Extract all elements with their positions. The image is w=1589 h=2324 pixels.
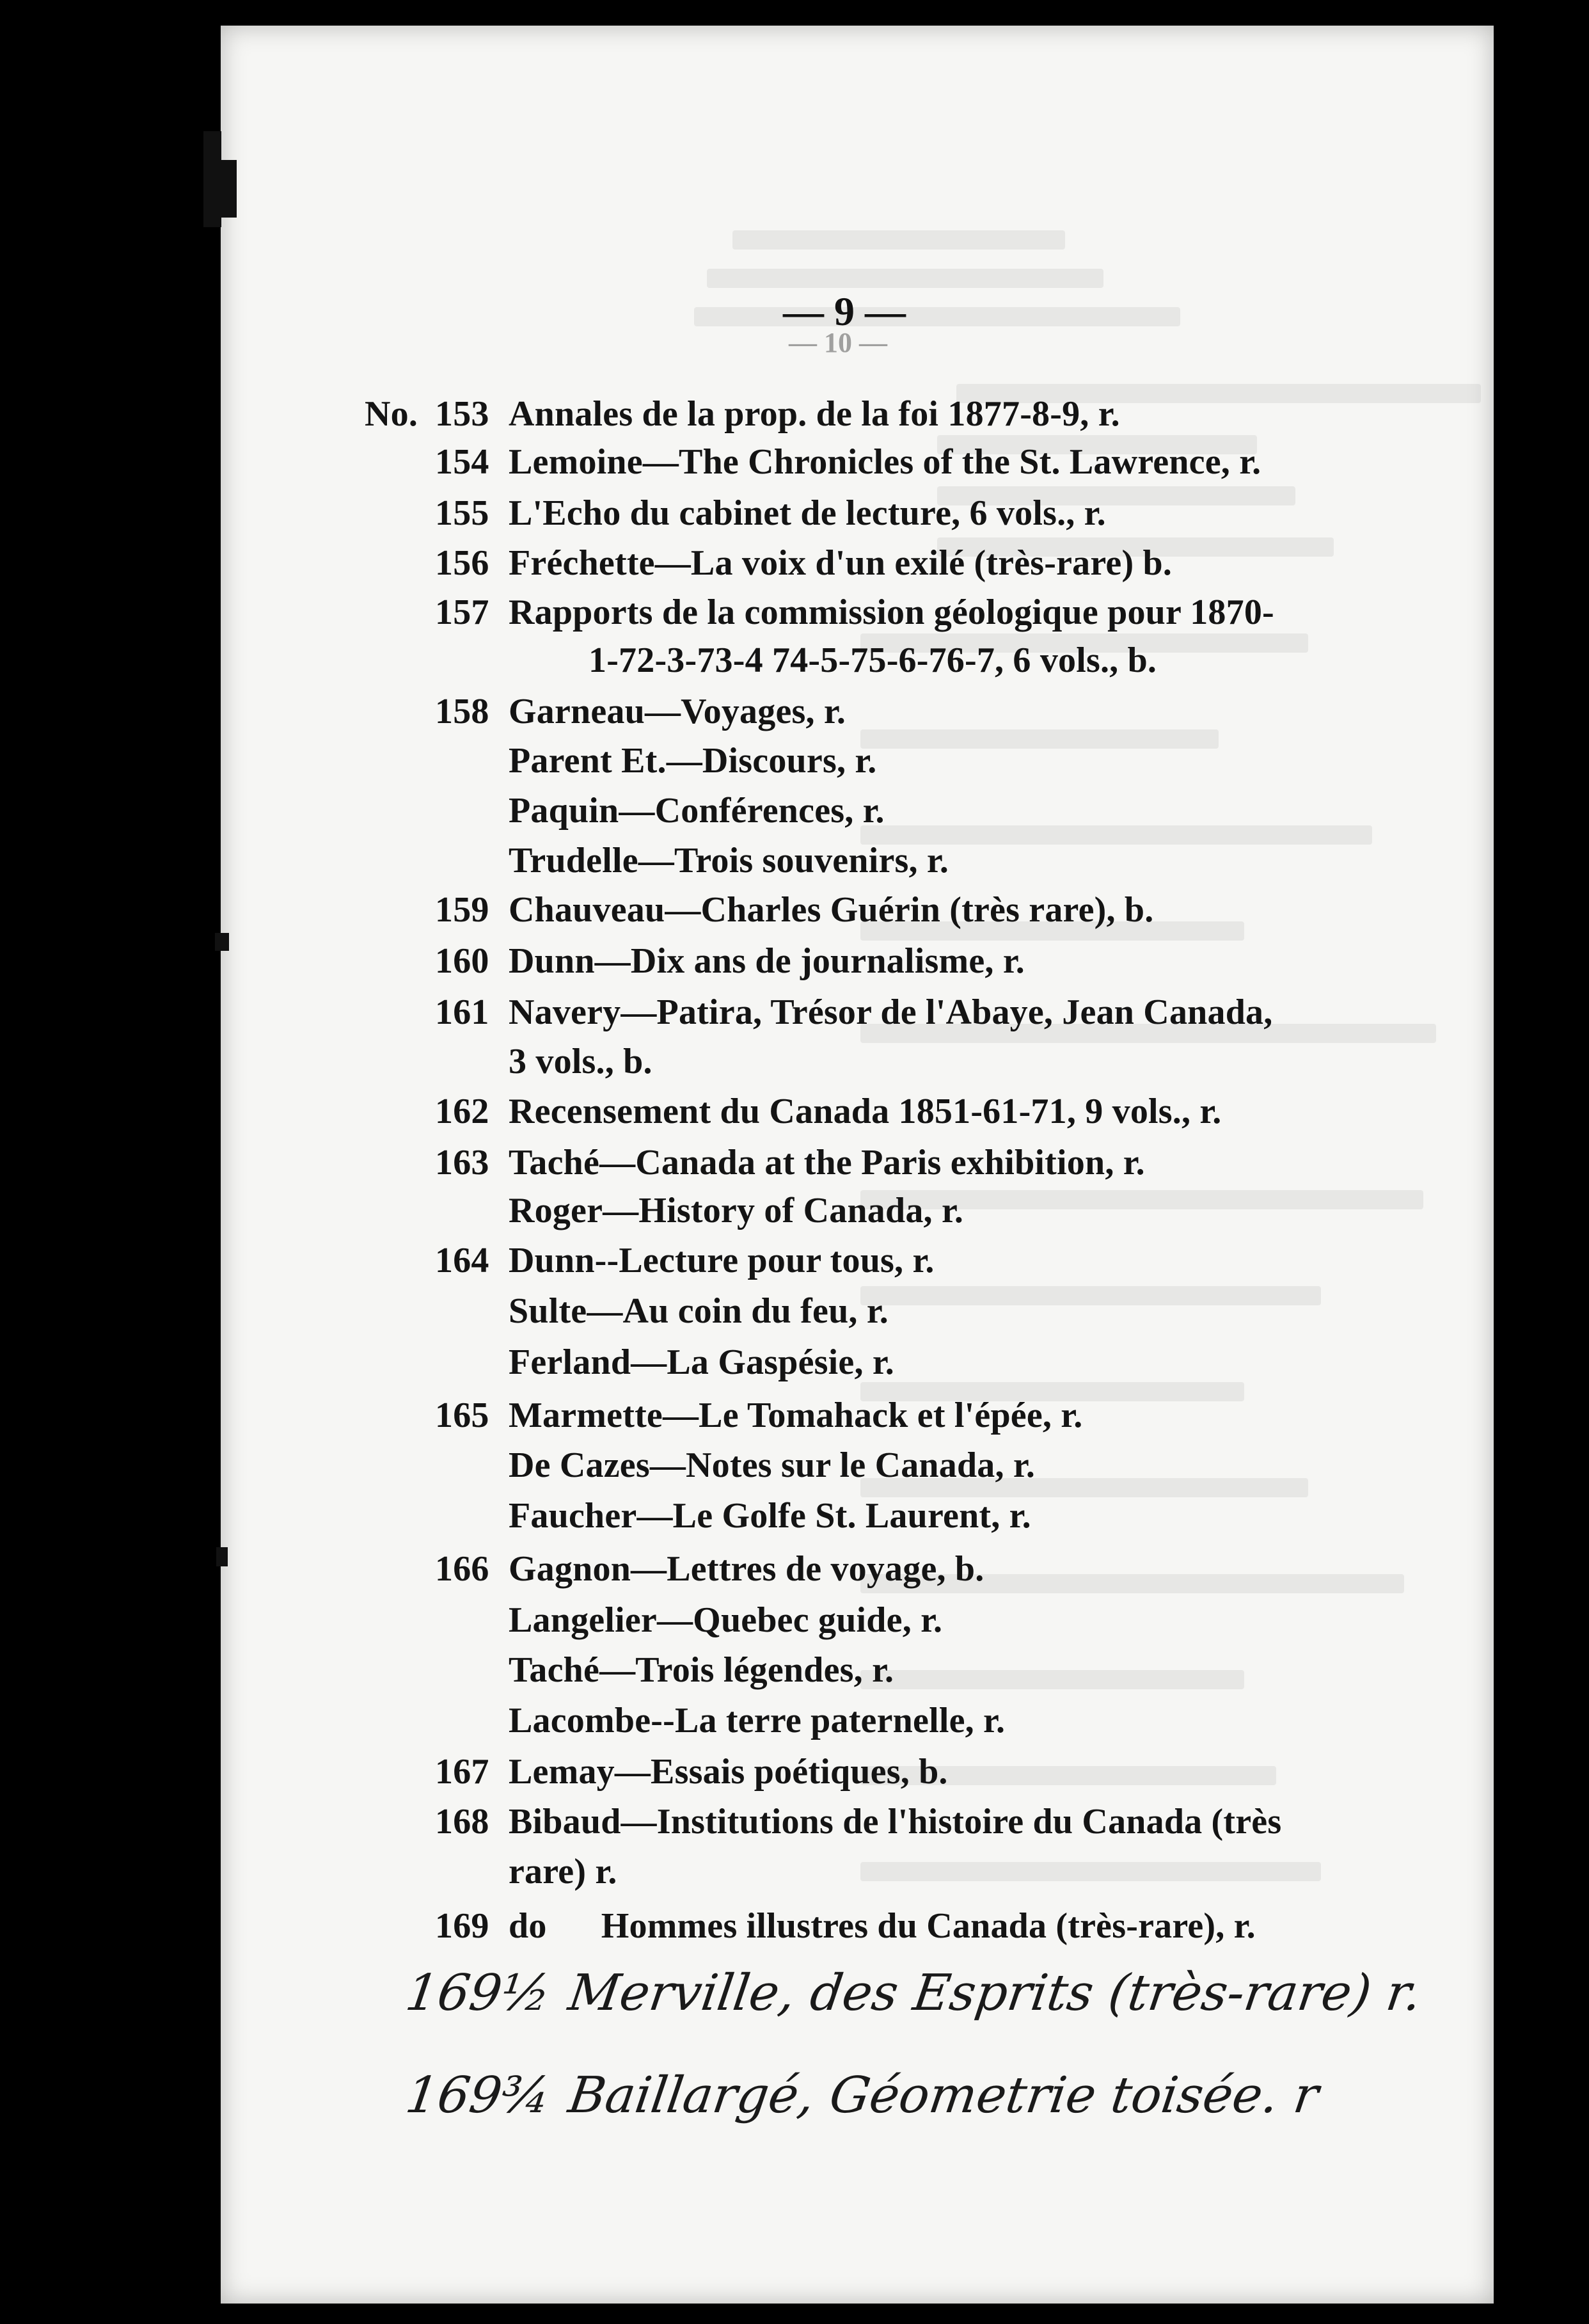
- handwritten-number: 169¾: [402, 2067, 554, 2124]
- catalogue-entry: [589, 640, 1157, 681]
- catalogue-entry: [435, 992, 1273, 1033]
- entry-text: Lemay—Essais poétiques, b.: [509, 1752, 948, 1792]
- entry-text: Bibaud—Institutions de l'histoire du Canada (très: [509, 1802, 1282, 1842]
- entry-number: 159: [435, 890, 489, 930]
- entry-number: 164: [435, 1241, 489, 1280]
- catalogue-entry: [509, 1650, 894, 1691]
- entry-text: Taché—Canada at the Paris exhibition, r.: [509, 1143, 1145, 1182]
- entry-prefix: No.: [365, 394, 418, 434]
- entry-number: 163: [435, 1143, 489, 1182]
- entry-number: 155: [435, 493, 489, 533]
- page-number: — 9 —: [783, 289, 906, 334]
- entry-text: Recensement du Canada 1851-61-71, 9 vols., r.: [509, 1092, 1222, 1131]
- catalogue-entry: [509, 1700, 1005, 1741]
- entry-number: 157: [435, 593, 489, 632]
- bleed-through-page-number: — 10 —: [789, 327, 887, 358]
- handwritten-entry: [402, 2067, 1322, 2124]
- catalogue-entry: [509, 1041, 652, 1082]
- catalogue-entry: [509, 1291, 889, 1332]
- catalogue-entry: [435, 592, 1274, 633]
- entry-text: Annales de la prop. de la foi 1877-8-9, r.: [509, 394, 1120, 434]
- entry-text: Dunn--Lecture pour tous, r.: [509, 1241, 935, 1280]
- entry-number: 167: [435, 1752, 489, 1792]
- entry-text: Roger—History of Canada, r.: [509, 1191, 964, 1230]
- entry-number: 161: [435, 992, 489, 1032]
- entry-text: Garneau—Voyages, r.: [509, 692, 846, 731]
- catalogue-entry: [509, 1600, 942, 1641]
- entry-text: Gagnon—Lettres de voyage, b.: [509, 1549, 984, 1589]
- entry-text: Parent Et.—Discours, r.: [509, 741, 877, 781]
- catalogue-entry: [509, 1851, 617, 1892]
- binding-mark: [216, 1547, 228, 1566]
- catalogue-entry: [435, 1548, 984, 1589]
- catalogue-entry: [435, 1906, 1256, 1946]
- catalogue-entry: [435, 1801, 1282, 1842]
- entry-text: Navery—Patira, Trésor de l'Abaye, Jean Canada,: [509, 992, 1273, 1032]
- binding-mark: [217, 160, 237, 218]
- entry-number: 165: [435, 1396, 489, 1435]
- entry-text: 1-72-3-73-4 74-5-75-6-76-7, 6 vols., b.: [589, 641, 1157, 680]
- entry-text: Marmette—Le Tomahack et l'épée, r.: [509, 1396, 1083, 1435]
- handwritten-text: Baillargé, Géometrie toisée. r: [565, 2067, 1322, 2124]
- entry-number: 162: [435, 1092, 489, 1131]
- catalogue-entry: [435, 1091, 1222, 1132]
- entry-text: Fréchette—La voix d'un exilé (très-rare) b.: [509, 543, 1173, 583]
- entry-number: 168: [435, 1802, 489, 1842]
- catalogue-entry: [435, 691, 846, 732]
- entry-text: L'Echo du cabinet de lecture, 6 vols., r.: [509, 493, 1106, 533]
- entry-text: Rapports de la commission géologique pour 1870-: [509, 593, 1274, 632]
- catalogue-entry: [435, 1240, 935, 1281]
- entry-number: 158: [435, 692, 489, 731]
- entry-text: Trudelle—Trois souvenirs, r.: [509, 841, 949, 880]
- entry-text: do Hommes illustres du Canada (très-rare), r.: [509, 1906, 1256, 1946]
- entry-text: Taché—Trois légendes, r.: [509, 1650, 894, 1690]
- document-page: [221, 26, 1494, 2304]
- catalogue-entry: [435, 1142, 1145, 1183]
- entry-number: 166: [435, 1549, 489, 1589]
- catalogue-entry: [509, 840, 949, 881]
- catalogue-entry: [509, 1190, 963, 1231]
- entry-text: Dunn—Dix ans de journalisme, r.: [509, 941, 1025, 981]
- entry-text: Langelier—Quebec guide, r.: [509, 1600, 943, 1640]
- entry-text: Paquin—Conférences, r.: [509, 791, 885, 831]
- catalogue-entry: [509, 1445, 1035, 1486]
- handwritten-number: 169½: [402, 1964, 554, 2022]
- handwritten-text: Merville, des Esprits (très-rare) r.: [565, 1964, 1425, 2022]
- entry-number: 156: [435, 543, 489, 583]
- entry-text: 3 vols., b.: [509, 1042, 652, 1081]
- binding-mark: [215, 933, 229, 951]
- entry-text: Faucher—Le Golfe St. Laurent, r.: [509, 1496, 1031, 1536]
- entry-number: 153: [435, 394, 489, 434]
- catalogue-entry: [435, 543, 1173, 584]
- entry-number: 154: [435, 442, 489, 482]
- catalogue-entry: [435, 1395, 1083, 1436]
- catalogue-entry: [435, 889, 1154, 930]
- entry-number: 160: [435, 941, 489, 981]
- catalogue-entry: [435, 442, 1261, 482]
- entry-text: Lemoine—The Chronicles of the St. Lawrence, r.: [509, 442, 1261, 482]
- entry-text: rare) r.: [509, 1852, 617, 1891]
- entry-text: Sulte—Au coin du feu, r.: [509, 1291, 889, 1331]
- catalogue-entry: [365, 394, 1120, 434]
- catalogue-entry: [509, 1342, 894, 1383]
- catalogue-entry: [435, 493, 1106, 534]
- entry-text: Ferland—La Gaspésie, r.: [509, 1342, 894, 1382]
- catalogue-entry: [509, 1495, 1031, 1536]
- catalogue-entry: [435, 1751, 948, 1792]
- catalogue-entry: [509, 790, 885, 831]
- entry-text: Chauveau—Charles Guérin (très rare), b.: [509, 890, 1154, 930]
- entry-number: 169: [435, 1906, 489, 1946]
- catalogue-entry: [509, 740, 876, 781]
- entry-text: Lacombe--La terre paternelle, r.: [509, 1701, 1006, 1740]
- entry-text: De Cazes—Notes sur le Canada, r.: [509, 1445, 1036, 1485]
- handwritten-entry: [402, 1964, 1425, 2022]
- catalogue-entry: [435, 941, 1025, 982]
